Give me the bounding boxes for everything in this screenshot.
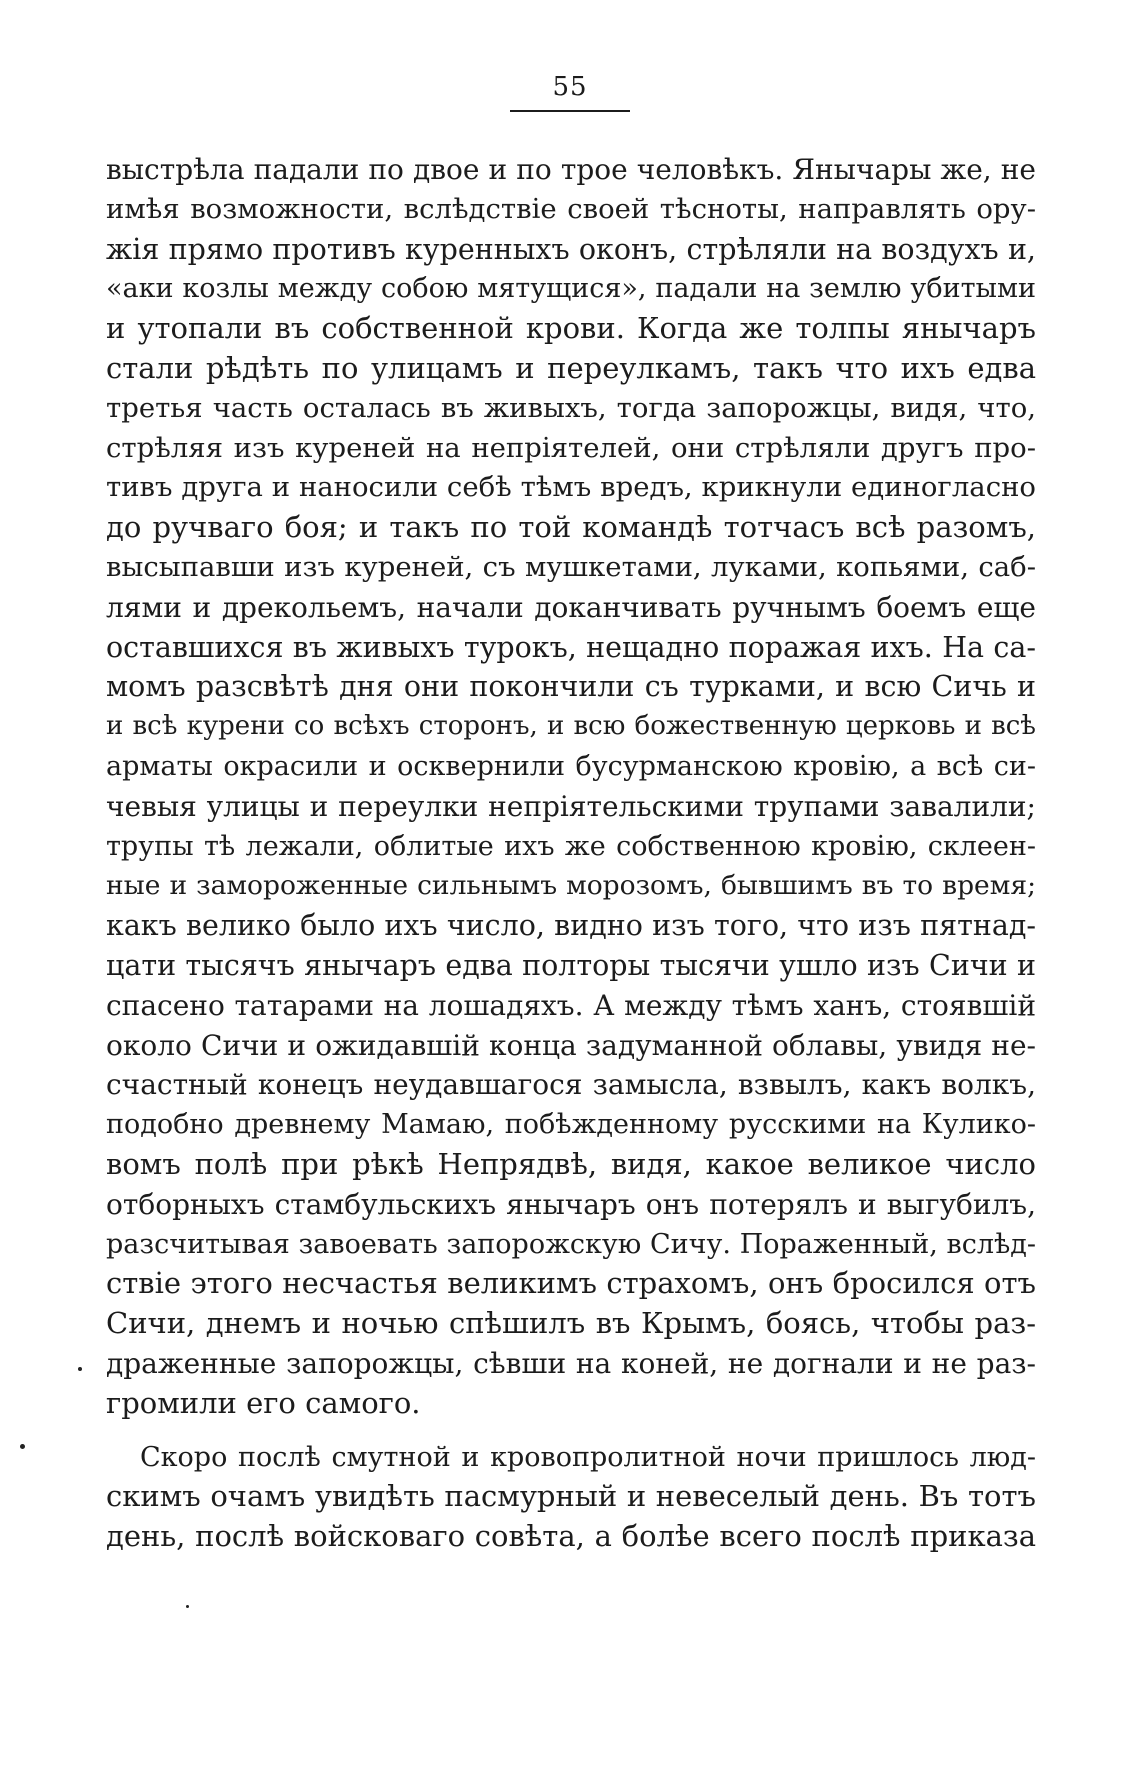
text-line: ствіе этого несчастья великимъ страхомъ, онъ бросился отъ [106, 1266, 1036, 1301]
text-line: момъ разсвѣтѣ дня они покончили съ турками, и всю Сичь и [106, 670, 1036, 704]
text-line: оставшихся въ живыхъ турокъ, нещадно поражая ихъ. На са- [106, 630, 1036, 664]
scan-speck [78, 1367, 82, 1371]
text-line: около Сичи и ожидавшій конца задуманной облавы, увидя не- [106, 1028, 1036, 1062]
text-line: тивъ друга и наносили себѣ тѣмъ вредъ, крикнули единогласно [106, 471, 1036, 504]
paragraph-1 [106, 150, 1036, 1424]
text-line: лями и дрекольемъ, начали доканчивать ручнымъ боемъ еще [106, 590, 1036, 624]
text-line: чевыя улицы и переулки непріятельскими трупами завалили; [106, 789, 1036, 823]
text-line: Сичи, днемъ и ночью спѣшилъ въ Крымъ, боясь, чтобы раз- [106, 1306, 1036, 1341]
text-line: разсчитывая завоевать запорожскую Сичу. Пораженный, вслѣд- [106, 1228, 1036, 1260]
scan-speck [20, 1444, 25, 1449]
text-line: высыпавши изъ куреней, съ мушкетами, луками, копьями, саб- [106, 550, 1036, 583]
text-line: стали рѣдѣть по улицамъ и переулкамъ, такъ что ихъ едва [106, 350, 1036, 385]
text-line: и всѣ курени со всѣхъ сторонъ, и всю божественную церковь и всѣ [106, 711, 1036, 742]
text-line: трупы тѣ лежали, облитые ихъ же собственною кровію, склеен- [106, 830, 1036, 862]
text-line: отборныхъ стамбульскихъ янычаръ онъ потерялъ и выгубилъ, [106, 1187, 1036, 1221]
text-line: «аки козлы между собою мятущися», падали на землю убитыми [106, 273, 1036, 305]
text-line: до ручваго боя; и такъ по той командѣ тотчасъ всѣ разомъ, [106, 510, 1036, 545]
text-line: ные и замороженные сильнымъ морозомъ, бывшимъ въ то время; [106, 870, 1036, 902]
text-line: выстрѣла падали по двое и по трое человѣкъ. Янычары же, не [106, 153, 1036, 186]
text-line: арматы окрасили и осквернили бусурманскою кровію, а всѣ си- [106, 750, 1036, 782]
text-line: драженные запорожцы, сѣвши на коней, не догнали и не раз- [106, 1346, 1036, 1380]
text-line: спасено татарами на лошадяхъ. А между тѣмъ ханъ, стоявшій [106, 988, 1036, 1022]
text-line: скимъ очамъ увидѣть пасмурный и невеселый день. Въ тотъ [106, 1479, 1036, 1514]
text-line: стрѣляя изъ куреней на непріятелей, они стрѣляли другъ про- [106, 431, 1036, 464]
text-line: имѣя возможности, вслѣдствіе своей тѣсноты, направлять ору- [106, 192, 1036, 225]
text-line: вомъ полѣ при рѣкѣ Непрядвѣ, видя, какое великое число [106, 1146, 1036, 1181]
paragraph-2 [106, 1438, 1036, 1557]
text-line: громили его самого. [106, 1385, 421, 1420]
text-line: третья часть осталась въ живыхъ, тогда запорожцы, видя, что, [106, 391, 1036, 424]
text-line: подобно древнему Мамаю, побѣжденному русскими на Кулико- [106, 1109, 1036, 1141]
page-number: 55 [552, 72, 588, 102]
text-line: цати тысячъ янычаръ едва полторы тысячи ушло изъ Сичи и [106, 948, 1036, 982]
page-number-rule [510, 110, 630, 112]
text-line: Скоро послѣ смутной и кровопролитной ночи пришлось люд- [140, 1441, 1036, 1473]
text-line: и утопали въ собственной крови. Когда же толпы янычаръ [106, 311, 1036, 346]
text-line: счастный конецъ неудавшагося замысла, взвылъ, какъ волкъ, [106, 1068, 1036, 1102]
text-line: день, послѣ войсковаго совѣта, а болѣе всего послѣ приказа [106, 1519, 1036, 1554]
paragraph-gap [106, 1424, 1036, 1438]
body-text [106, 150, 1036, 1557]
text-line: жія прямо противъ куренныхъ оконъ, стрѣляли на воздухъ и, [106, 232, 1036, 266]
text-line: какъ велико было ихъ число, видно изъ того, что изъ пятнад- [106, 909, 1036, 943]
scan-speck [186, 1605, 189, 1608]
